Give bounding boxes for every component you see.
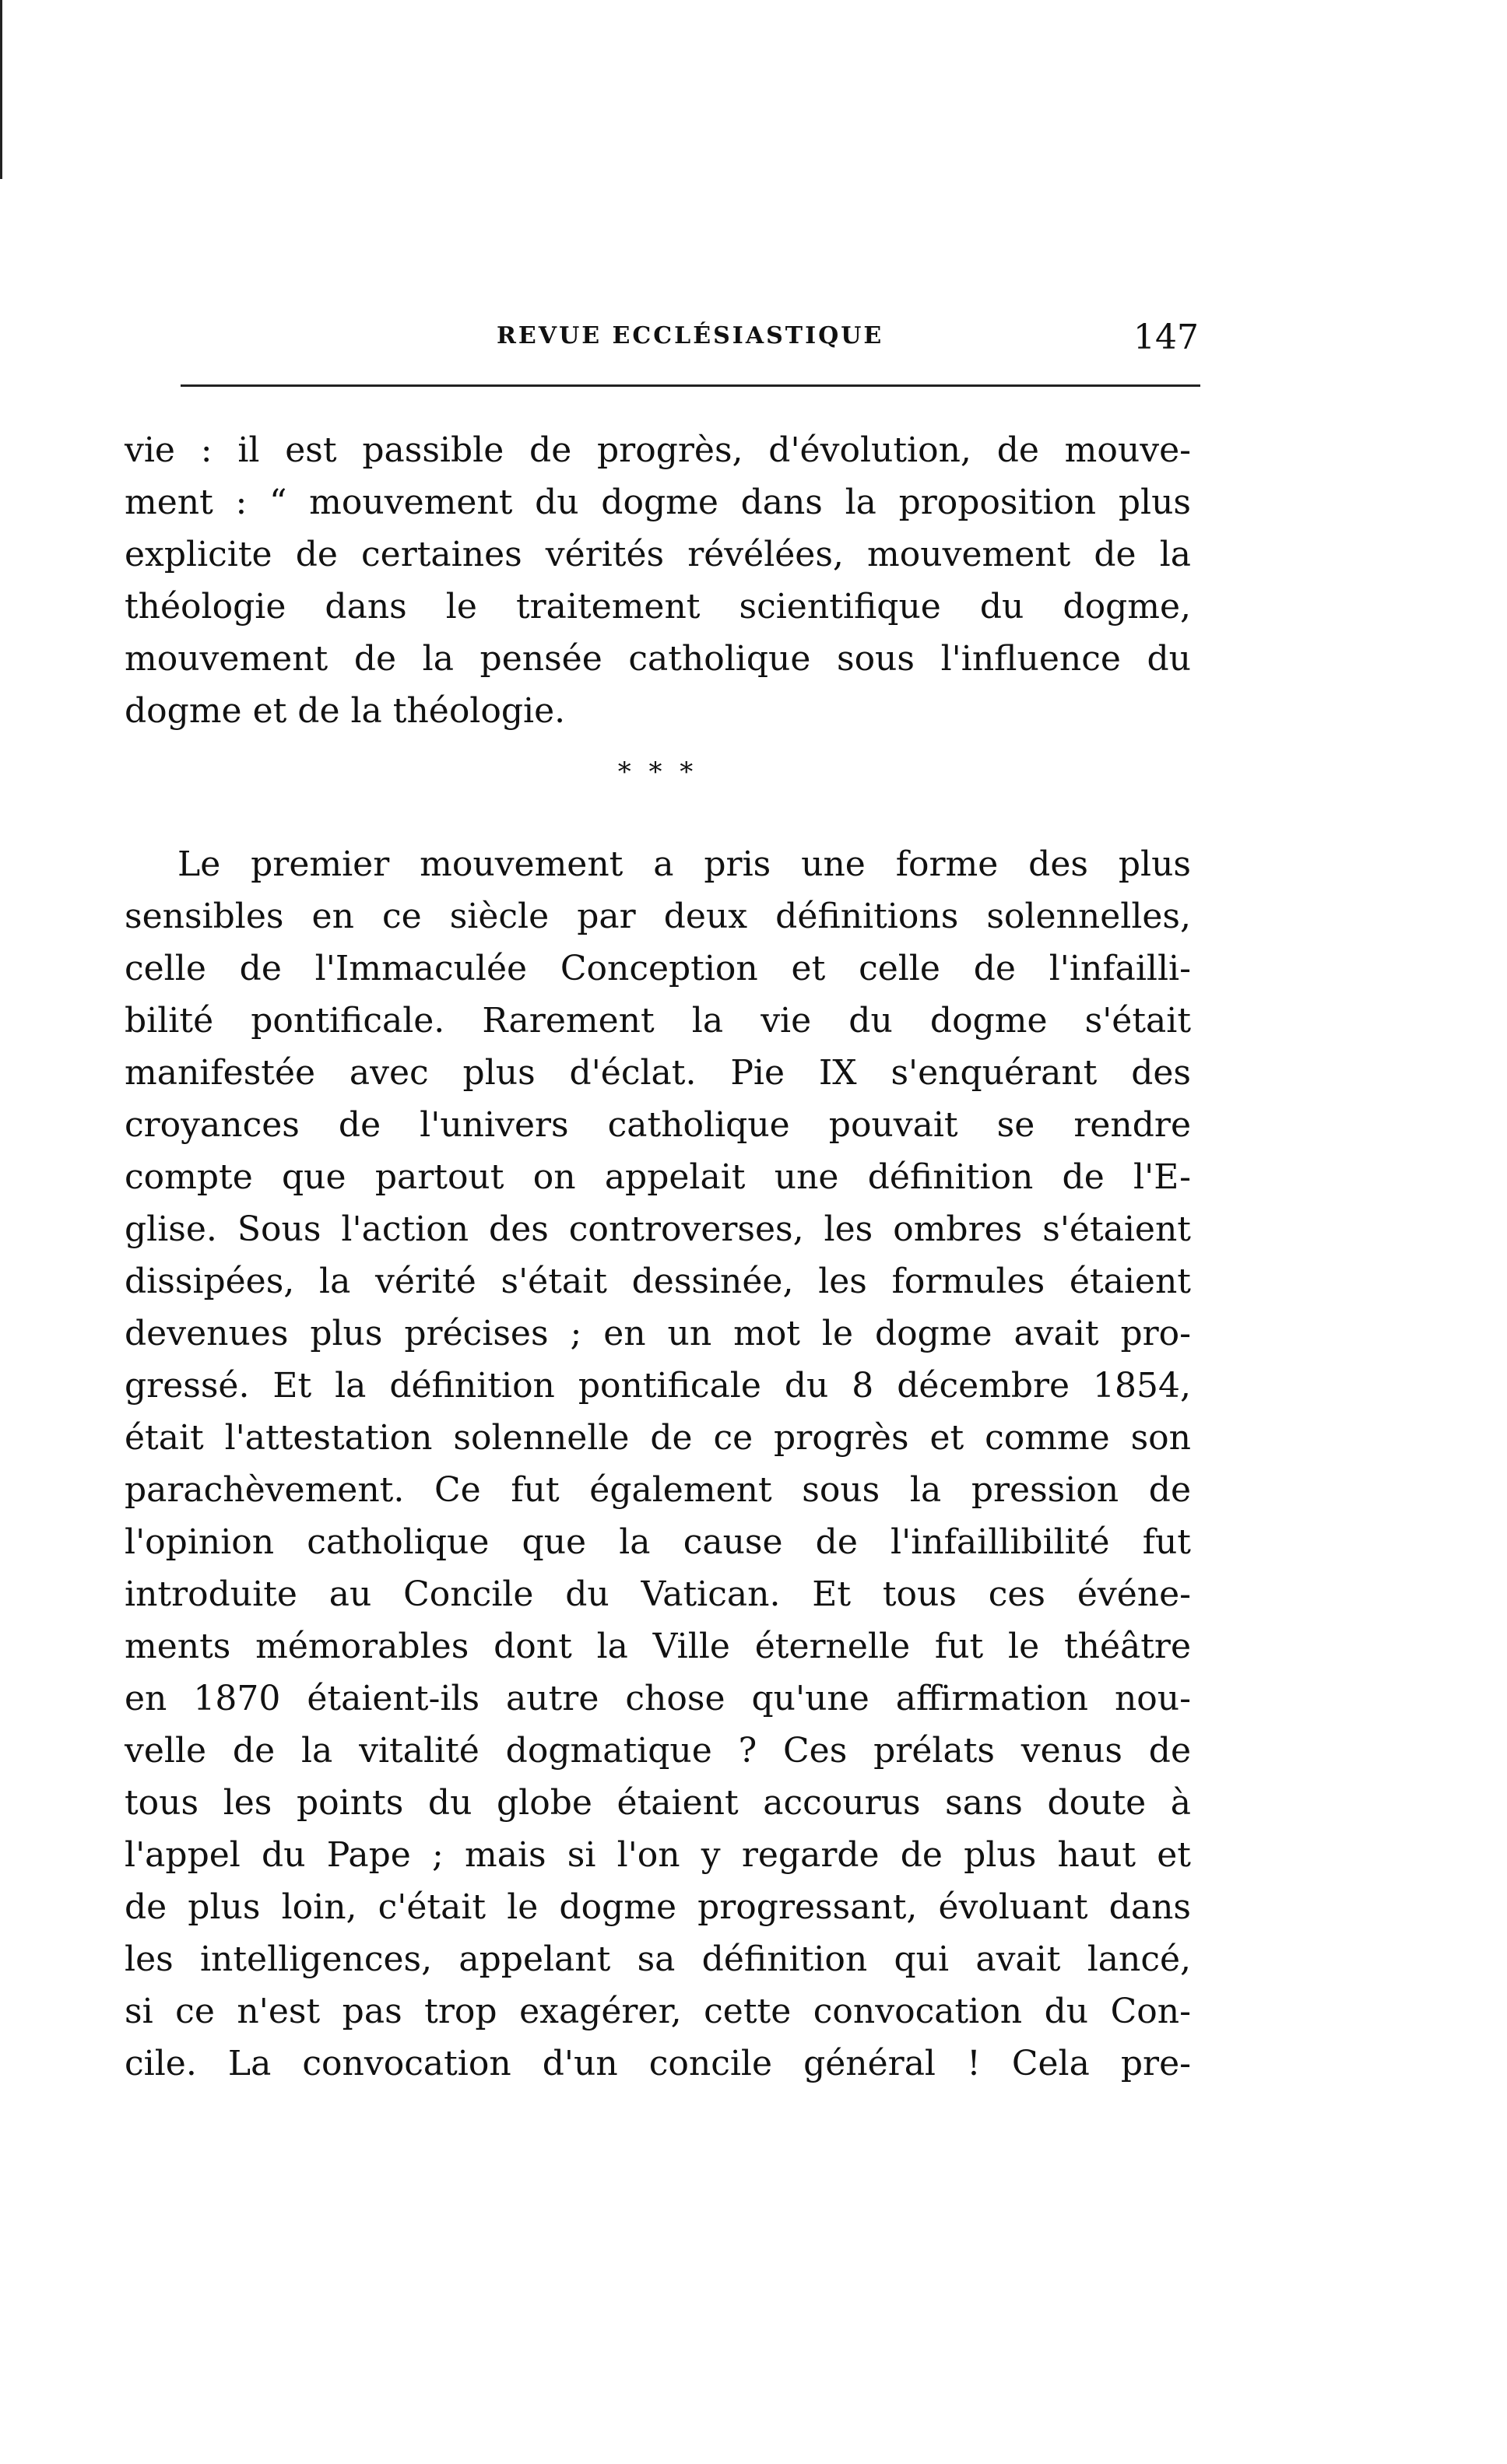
text-line: bilité pontificale. Rarement la vie du dogme s'était: [125, 1001, 1191, 1041]
running-title: REVUE ECCLÉSIASTIQUE: [497, 322, 884, 349]
text-line: devenues plus précises ; en un mot le dogme avait pro-: [125, 1314, 1191, 1353]
text-line: introduite au Concile du Vatican. Et tous ces événe-: [125, 1574, 1191, 1614]
paragraph-1: [125, 424, 1191, 737]
text-line: tous les points du globe étaient accourus sans doute à: [125, 1783, 1191, 1823]
text-line: l'appel du Pape ; mais si l'on y regarde de plus haut et: [125, 1835, 1191, 1875]
text-line: l'opinion catholique que la cause de l'infaillibilité fut: [125, 1522, 1191, 1562]
body-text: [125, 424, 1191, 2090]
text-line: sensibles en ce siècle par deux définitions solennelles,: [125, 897, 1191, 936]
text-line: Le premier mouvement a pris une forme des plus: [177, 844, 1191, 884]
text-line: velle de la vitalité dogmatique ? Ces prélats venus de: [125, 1731, 1191, 1771]
page-number: 147: [1133, 318, 1199, 357]
text-line: mouvement de la pensée catholique sous l'influence du: [125, 639, 1191, 679]
text-line: cile. La convocation d'un concile général ! Cela pre-: [125, 2044, 1191, 2083]
page-edge-rule: [0, 0, 2, 179]
text-line: croyances de l'univers catholique pouvait se rendre: [125, 1105, 1191, 1145]
text-line: était l'attestation solennelle de ce progrès et comme son: [125, 1418, 1191, 1458]
text-line: compte que partout on appelait une définition de l'E-: [125, 1157, 1191, 1197]
text-line: glise. Sous l'action des controverses, les ombres s'étaient: [125, 1209, 1191, 1249]
text-line: parachèvement. Ce fut également sous la pression de: [125, 1470, 1191, 1510]
text-line: en 1870 étaient-ils autre chose qu'une affirmation nou-: [125, 1679, 1191, 1718]
text-line: celle de l'Immaculée Conception et celle de l'infailli-: [125, 949, 1191, 988]
header-divider: [181, 384, 1200, 387]
page-header: [125, 318, 1199, 364]
text-line: si ce n'est pas trop exagérer, cette convocation du Con-: [125, 1992, 1191, 2031]
text-line: ments mémorables dont la Ville éternelle fut le théâtre: [125, 1627, 1191, 1666]
text-line: les intelligences, appelant sa définition qui avait lancé,: [125, 1939, 1191, 1979]
text-line: dogme et de la théologie.: [125, 691, 566, 731]
text-line: de plus loin, c'était le dogme progressant, évoluant dans: [125, 1887, 1191, 1927]
paragraph-2: [125, 838, 1191, 2090]
asterism-separator: * * *: [617, 756, 698, 788]
text-line: ment : “ mouvement du dogme dans la proposition plus: [125, 483, 1191, 522]
text-line: manifestée avec plus d'éclat. Pie IX s'enquérant des: [125, 1053, 1191, 1093]
text-line: explicite de certaines vérités révélées, mouvement de la: [125, 535, 1191, 574]
text-line: dissipées, la vérité s'était dessinée, les formules étaient: [125, 1262, 1191, 1301]
text-line: théologie dans le traitement scientifique du dogme,: [125, 587, 1191, 627]
text-line: vie : il est passible de progrès, d'évolution, de mouve-: [125, 430, 1191, 470]
text-line: gressé. Et la définition pontificale du 8 décembre 1854,: [125, 1366, 1191, 1406]
